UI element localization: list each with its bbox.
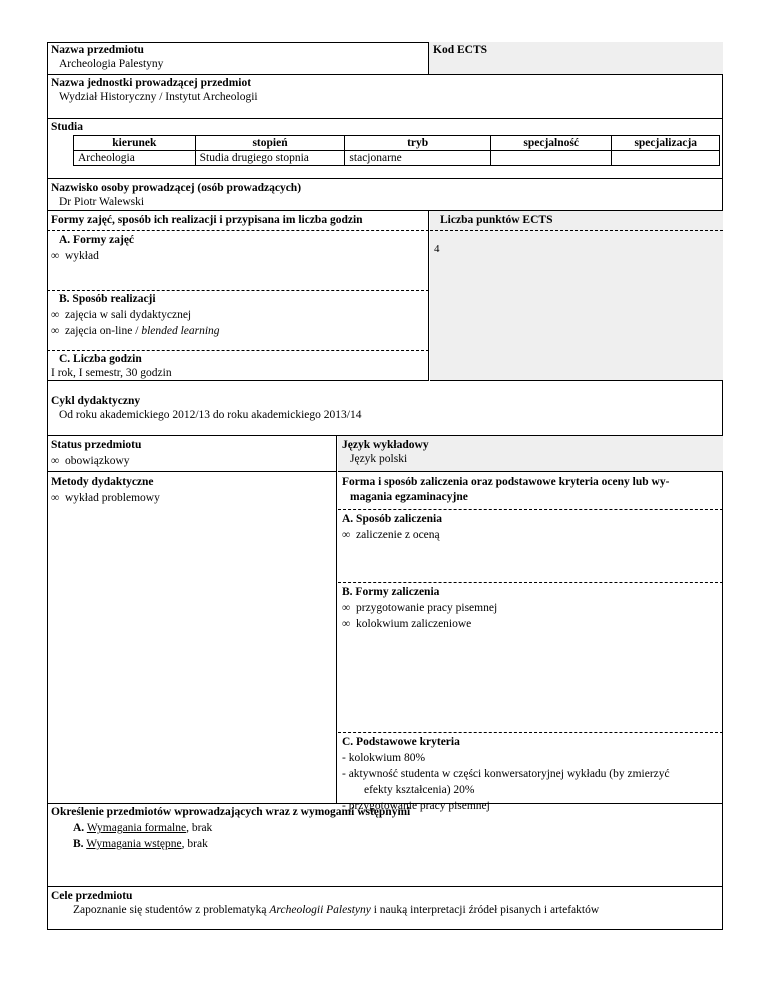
formy-c-value: I rok, I semestr, 30 godzin bbox=[51, 367, 172, 379]
formy-b-item-text: zajęcia on-line / bbox=[65, 325, 142, 337]
cele-cell bbox=[47, 887, 723, 930]
forma-zal-c-line1: - kolokwium 80% bbox=[342, 752, 426, 764]
studia-header-stopien: stopień bbox=[195, 136, 345, 151]
formy-b-item bbox=[47, 307, 429, 323]
studia-header-row bbox=[74, 136, 720, 151]
wymagania-a-rest: , brak bbox=[186, 822, 213, 834]
bullet-icon: ∞ bbox=[342, 602, 351, 614]
studia-table bbox=[73, 135, 720, 166]
metody-value: wykład problemowy bbox=[65, 492, 160, 504]
bullet-icon: ∞ bbox=[51, 250, 60, 262]
forma-zal-c-line4: - przygotowanie pracy pisemnej bbox=[342, 800, 490, 812]
cele-text-post: i nauką interpretacji źródeł pisanych i artefaktów bbox=[370, 904, 600, 916]
bullet-icon: ∞ bbox=[51, 309, 60, 321]
forma-zal-b-item-text: przygotowanie pracy pisemnej bbox=[356, 602, 498, 614]
bullet-icon: ∞ bbox=[51, 455, 60, 467]
forma-zal-b-item bbox=[338, 616, 723, 632]
studia-value-specjalizacja bbox=[612, 151, 720, 166]
kod-ects-cell bbox=[429, 42, 723, 75]
jednostka-label: Nazwa jednostki prowadzącej przedmiot bbox=[51, 77, 252, 89]
jezyk-cell bbox=[338, 436, 723, 472]
nazwa-przedmiotu-value: Archeologia Palestyny bbox=[59, 58, 164, 70]
nazwa-przedmiotu-label: Nazwa przedmiotu bbox=[51, 44, 144, 56]
wymagania-b-line bbox=[47, 836, 723, 852]
studia-value-stopien: Studia drugiego stopnia bbox=[195, 151, 345, 166]
status-cell bbox=[47, 436, 337, 472]
studia-header-specjalizacja: specjalizacja bbox=[612, 136, 720, 151]
cele-label: Cele przedmiotu bbox=[51, 890, 133, 902]
studia-header-kierunek: kierunek bbox=[74, 136, 196, 151]
wymagania-a-prefix: A. bbox=[73, 822, 85, 834]
prowadzacy-label: Nazwisko osoby prowadzącej (osób prowadzących) bbox=[51, 182, 302, 194]
cykl-label: Cykl dydaktyczny bbox=[51, 395, 141, 407]
wymagania-b-link[interactable]: Wymagania wstępne bbox=[86, 838, 182, 850]
studia-value-row bbox=[74, 151, 720, 166]
forma-zal-a-label: A. Sposób zaliczenia bbox=[342, 513, 442, 525]
wymagania-a-link[interactable]: Wymagania formalne bbox=[86, 822, 187, 834]
forma-zal-a-section bbox=[338, 510, 723, 583]
forma-zal-c-label: C. Podstawowe kryteria bbox=[342, 736, 460, 748]
studia-value-tryb: stacjonarne bbox=[345, 151, 490, 166]
formy-c-section bbox=[47, 351, 429, 381]
jezyk-label: Język wykładowy bbox=[342, 439, 429, 451]
nazwa-przedmiotu-cell bbox=[47, 42, 429, 75]
formy-a-section bbox=[47, 231, 429, 291]
ects-value: 4 bbox=[434, 243, 440, 255]
ects-label: Liczba punktów ECTS bbox=[440, 214, 553, 226]
wymagania-label: Określenie przedmiotów wprowadzających wraz z wymogami wstępnymi bbox=[51, 806, 411, 818]
cele-text-pre: Zapoznanie się studentów z problematyką bbox=[73, 904, 270, 916]
prowadzacy-value: Dr Piotr Walewski bbox=[59, 196, 145, 208]
status-value: obowiązkowy bbox=[65, 455, 130, 467]
formy-b-item bbox=[47, 323, 429, 339]
studia-label: Studia bbox=[51, 121, 83, 133]
formy-b-section bbox=[47, 291, 429, 351]
formy-a-label: A. Formy zajęć bbox=[59, 234, 135, 246]
formy-c-label: C. Liczba godzin bbox=[59, 353, 142, 365]
ects-header bbox=[430, 211, 723, 231]
formy-b-item-italic: blended learning bbox=[141, 325, 220, 337]
jezyk-value: Język polski bbox=[350, 453, 408, 465]
metody-cell bbox=[47, 472, 337, 803]
kod-ects-label: Kod ECTS bbox=[433, 44, 488, 56]
bullet-icon: ∞ bbox=[51, 325, 60, 337]
forma-zal-header bbox=[338, 472, 723, 510]
prowadzacy-cell bbox=[47, 179, 723, 211]
bullet-icon: ∞ bbox=[342, 618, 351, 630]
forma-zal-a-value: zaliczenie z oceną bbox=[356, 529, 440, 541]
formy-label: Formy zajęć, sposób ich realizacji i przypisana im liczba godzin bbox=[51, 214, 363, 226]
jednostka-cell bbox=[47, 75, 723, 119]
metody-item bbox=[47, 490, 336, 506]
bullet-icon: ∞ bbox=[342, 529, 351, 541]
wymagania-b-rest: , brak bbox=[181, 838, 208, 850]
wymagania-cell bbox=[47, 803, 723, 887]
formy-b-label: B. Sposób realizacji bbox=[59, 293, 156, 305]
cykl-cell bbox=[47, 381, 723, 436]
forma-zal-c-section bbox=[338, 733, 723, 812]
cele-text-italic: Archeologii Palestyny bbox=[269, 904, 371, 916]
wymagania-a-line bbox=[47, 820, 723, 836]
wymagania-b-prefix: B. bbox=[73, 838, 84, 850]
formy-a-item-text: wykład bbox=[65, 250, 99, 262]
formy-header bbox=[47, 211, 429, 231]
forma-zal-b-item bbox=[338, 600, 723, 616]
forma-zal-label-1: Forma i sposób zaliczenia oraz podstawowe kryteria oceny lub wy- bbox=[342, 476, 670, 488]
metody-label: Metody dydaktyczne bbox=[51, 476, 154, 488]
forma-zal-b-section bbox=[338, 583, 723, 733]
forma-zal-c-line2: - aktywność studenta w części konwersatoryjnej wykładu (by zmierzyć bbox=[342, 768, 670, 780]
ects-cell bbox=[430, 211, 723, 381]
formy-a-item bbox=[47, 248, 429, 264]
forma-zal-b-label: B. Formy zaliczenia bbox=[342, 586, 440, 598]
forma-zal-a-item bbox=[338, 527, 723, 543]
studia-header-specjalnosc: specjalność bbox=[490, 136, 612, 151]
studia-value-kierunek: Archeologia bbox=[74, 151, 196, 166]
bullet-icon: ∞ bbox=[51, 492, 60, 504]
forma-zal-c-line3: efekty kształcenia) 20% bbox=[364, 784, 475, 796]
studia-header-tryb: tryb bbox=[345, 136, 490, 151]
jednostka-value: Wydział Historyczny / Instytut Archeologii bbox=[59, 91, 258, 103]
studia-value-specjalnosc bbox=[490, 151, 612, 166]
forma-zal-label-2: magania egzaminacyjne bbox=[350, 491, 468, 503]
formy-b-item-text: zajęcia w sali dydaktycznej bbox=[65, 309, 192, 321]
status-label: Status przedmiotu bbox=[51, 439, 142, 451]
status-item bbox=[47, 453, 336, 469]
cykl-value: Od roku akademickiego 2012/13 do roku akademickiego 2013/14 bbox=[59, 409, 362, 421]
cele-text bbox=[47, 902, 723, 918]
forma-zal-b-item-text: kolokwium zaliczeniowe bbox=[356, 618, 472, 630]
